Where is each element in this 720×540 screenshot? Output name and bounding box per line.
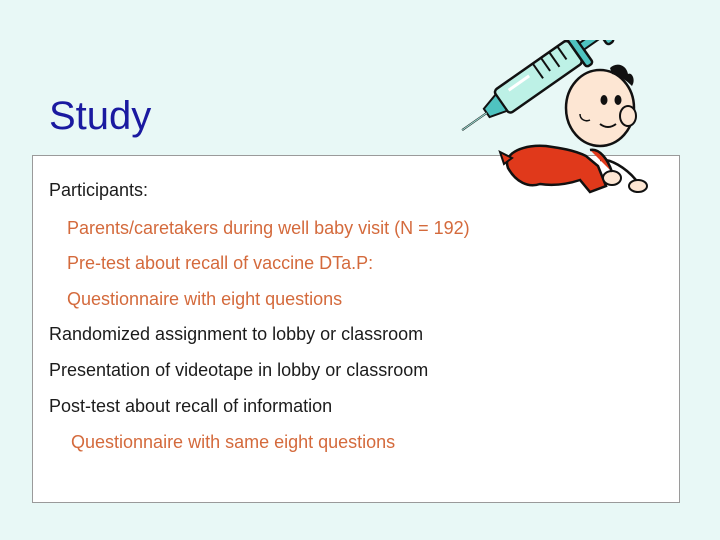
bullet-parents-caretakers: Parents/caretakers during well baby visit (N = 192) — [67, 218, 470, 238]
bullet-post-test: Post-test about recall of information — [49, 396, 333, 416]
bullet-pre-test: Pre-test about recall of vaccine DTa.P: — [67, 253, 374, 273]
bullet-questionnaire-eight: Questionnaire with eight questions — [67, 289, 343, 309]
bullet-randomized-assignment: Randomized assignment to lobby or classroom — [49, 324, 424, 344]
bullet-questionnaire-same: Questionnaire with same eight questions — [71, 432, 396, 452]
bullet-presentation-videotape: Presentation of videotape in lobby or classroom — [49, 360, 429, 380]
baby-syringe-illustration — [440, 40, 680, 210]
slide-title: Study — [49, 94, 152, 138]
bullet-participants: Participants: — [49, 180, 149, 200]
